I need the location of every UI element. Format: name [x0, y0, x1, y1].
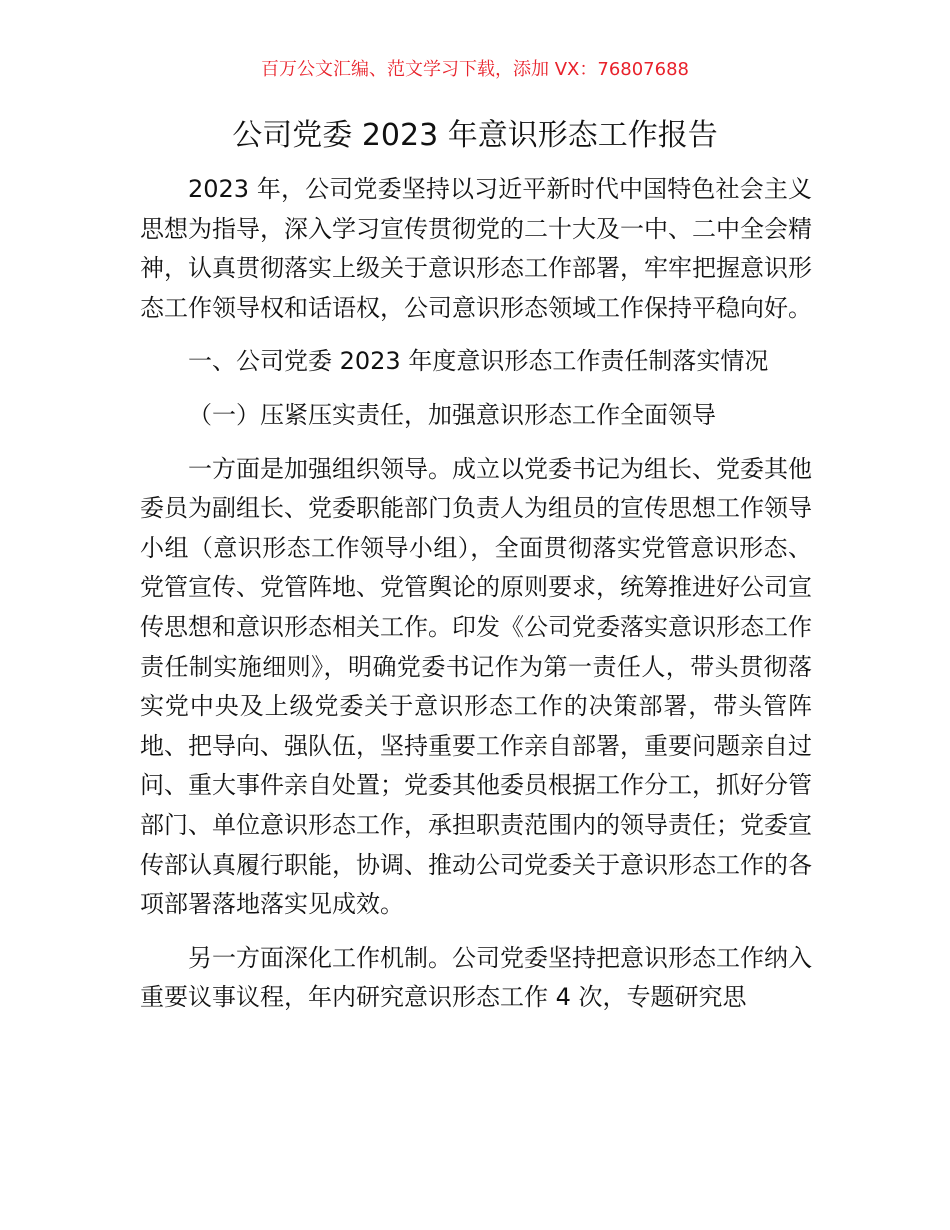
body-paragraph-1: 一方面是加强组织领导。成立以党委书记为组长、党委其他委员为副组长、党委职能部门负责人为组员的宣传思想工作领导小组（意识形态工作领导小组），全面贯彻落实党管意识形态、党管宣传、党管阵地、党管舆论的原则要求，统筹推进好公司宣传思想和意识形态相关工作。印发《公司党委落实意识形态工作责任制实施细则》，明确党委书记作为第一责任人，带头贯彻落实党中央及上级党委关于意识形态工作的决策部署，带头管阵地、把导向、强队伍，坚持重要工作亲自部署，重要问题亲自过问、重大事件亲自处置；党委其他委员根据工作分工，抓好分管部门、单位意识形态工作，承担职责范围内的领导责任；党委宣传部认真履行职能，协调、推动公司党委关于意识形态工作的各项部署落地落实见成效。 — [140, 454, 812, 919]
intro-paragraph: 2023 年，公司党委坚持以习近平新时代中国特色社会主义思想为指导，深入学习宣传贯彻党的二十大及一中、二中全会精神，认真贯彻落实上级关于意识形态工作部署，牢牢把握意识形态工作领导权和话语权，公司意识形态领域工作保持平稳向好。 — [140, 175, 812, 322]
header-watermark-note: 百万公文汇编、范文学习下载，添加 VX：76807688 — [261, 59, 689, 80]
body-paragraph-2: 另一方面深化工作机制。公司党委坚持把意识形态工作纳入重要议事议程，年内研究意识形态工作 4 次，专题研究思 — [140, 943, 812, 1012]
section-heading-1: 一、公司党委 2023 年度意识形态工作责任制落实情况 — [188, 347, 769, 376]
subsection-heading-1: （一）压紧压实责任，加强意识形态工作全面领导 — [188, 400, 716, 429]
document-body — [140, 170, 812, 1018]
document-title: 公司党委 2023 年意识形态工作报告 — [232, 118, 718, 153]
